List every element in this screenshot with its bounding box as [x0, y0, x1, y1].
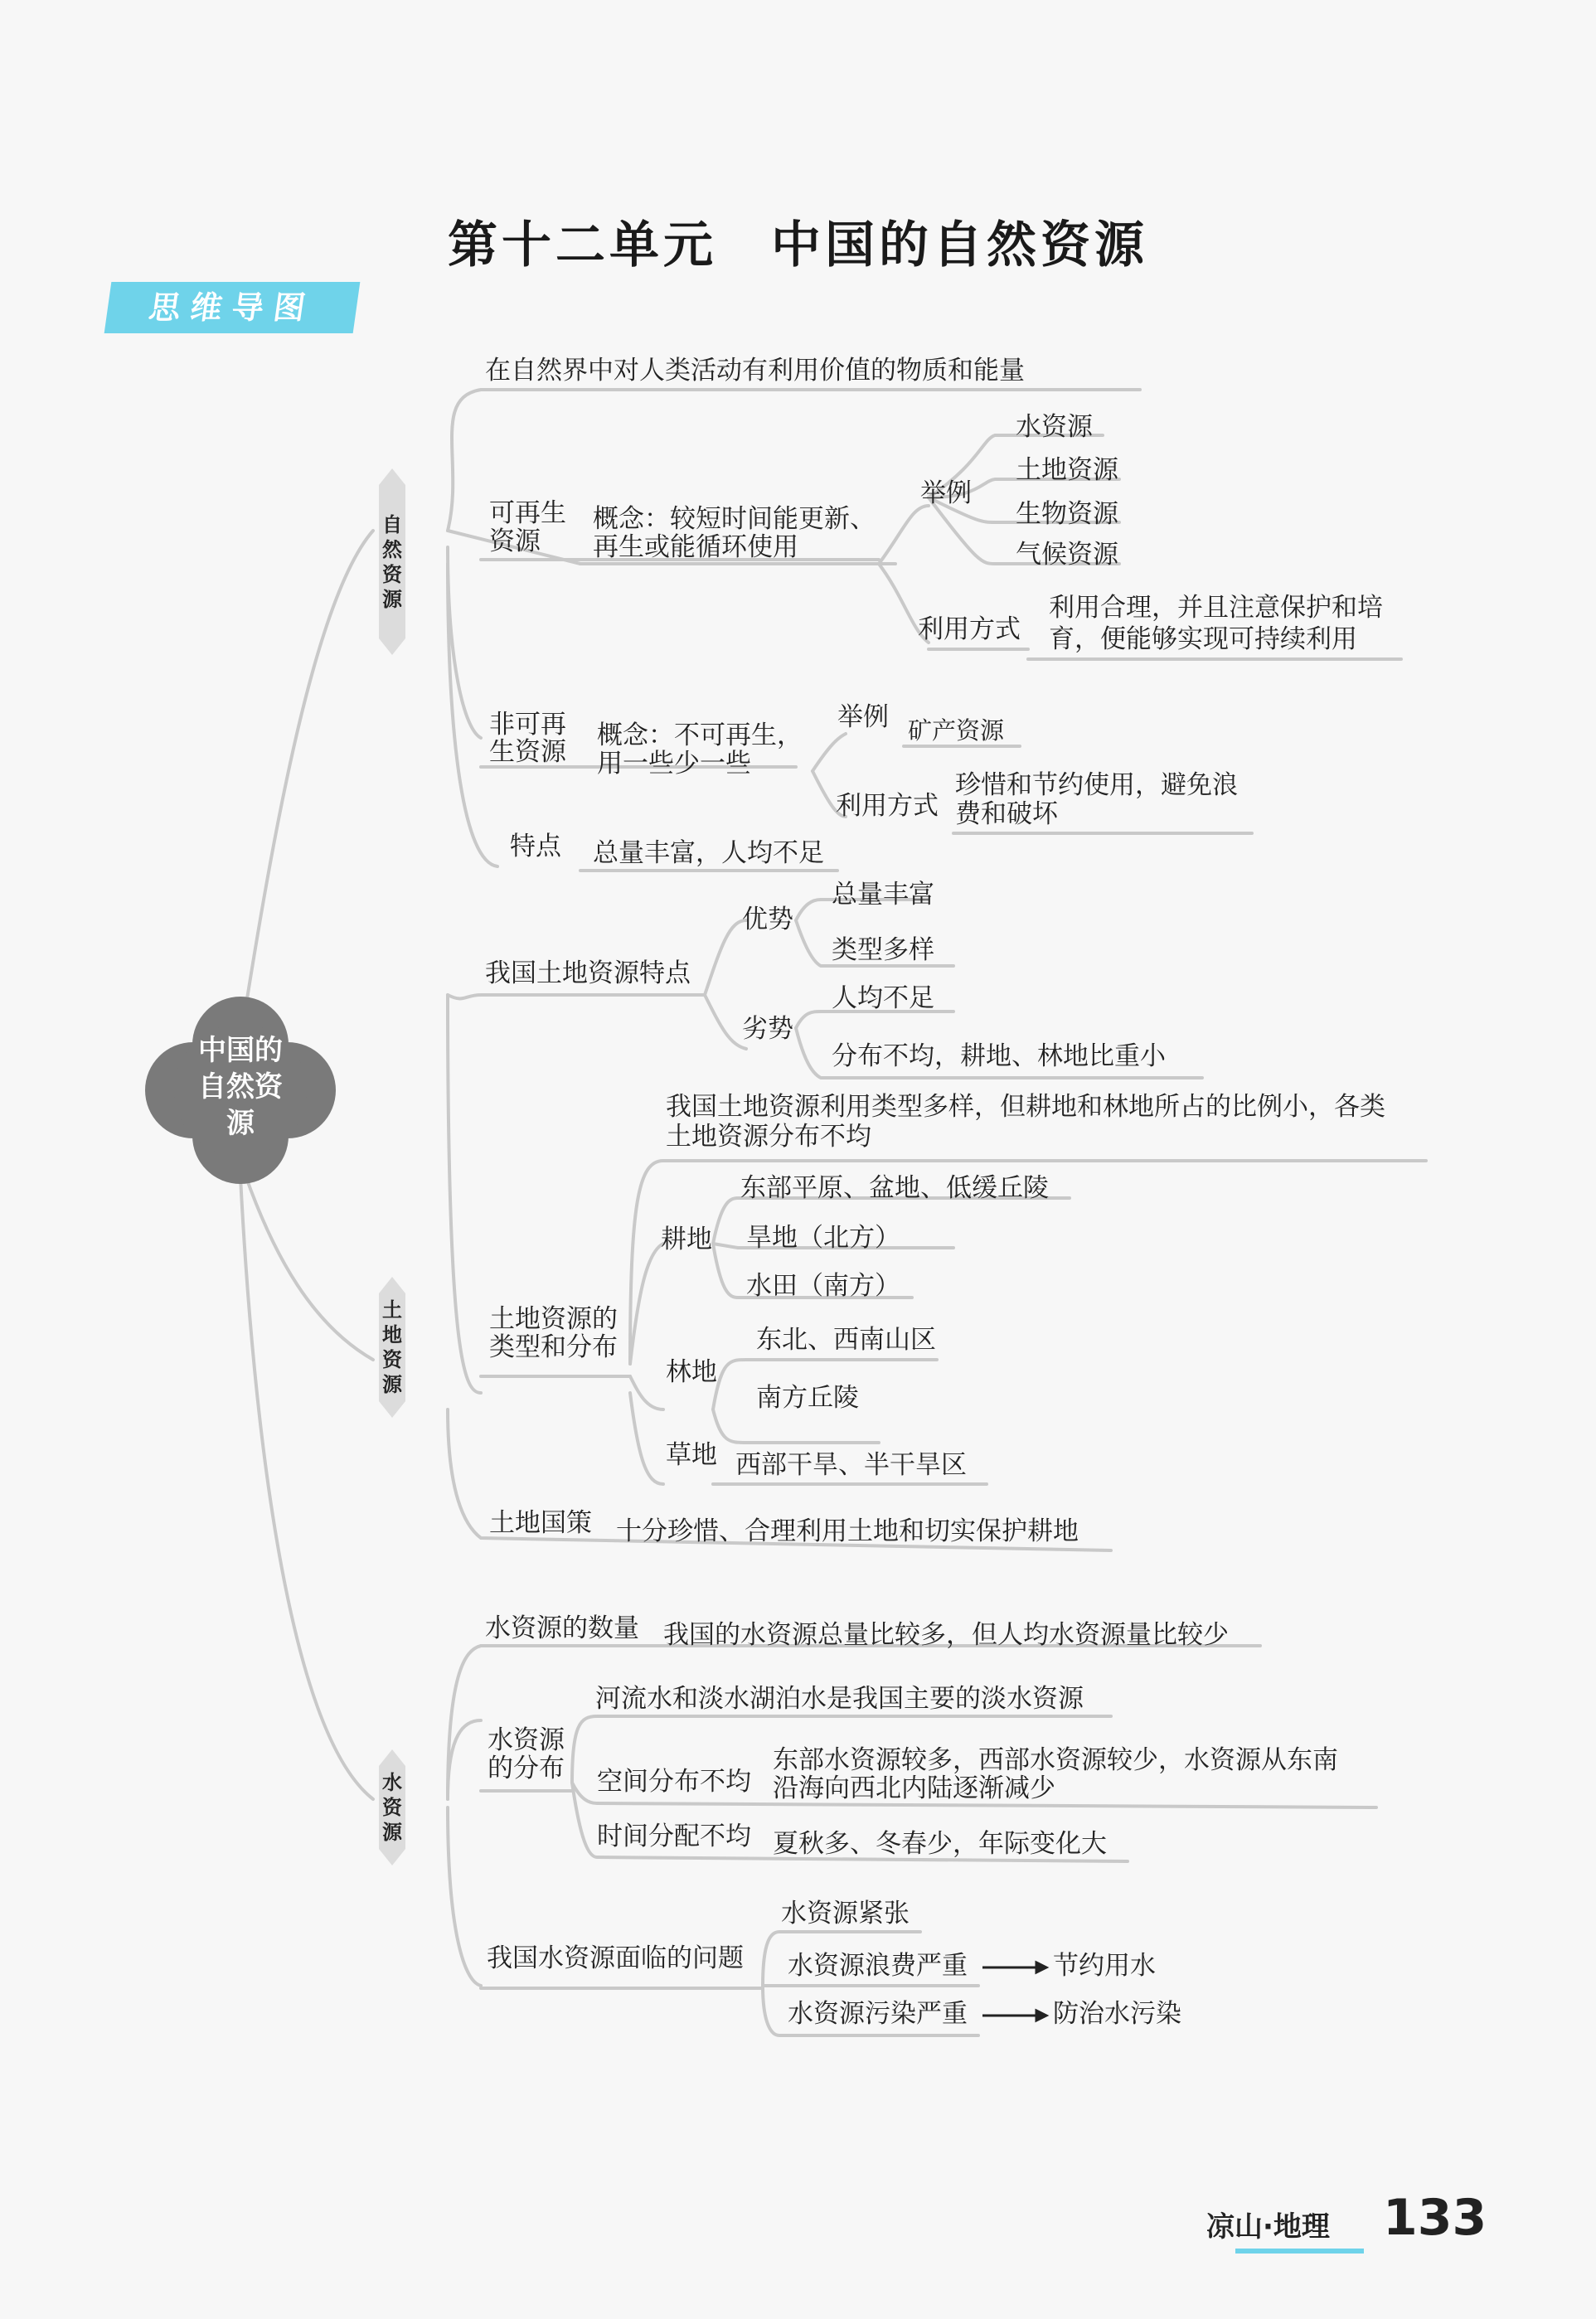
water-problem-item: 水资源污染严重: [788, 1999, 968, 2029]
forest-item: 南方丘陵: [756, 1383, 859, 1413]
water-time-label: 时间分配不均: [597, 1822, 751, 1851]
renewable-concept-1: 概念：较短时间能更新、: [593, 504, 876, 534]
center-node-line1: 中国的: [198, 1034, 283, 1067]
land-char-label: 我国土地资源特点: [485, 958, 691, 988]
water-problem-item: 水资源紧张: [781, 1899, 910, 1928]
forest-label: 林地: [666, 1357, 717, 1387]
water-dist-main: 河流水和淡水湖泊水是我国主要的淡水资源: [595, 1684, 1084, 1714]
land-type-label-1: 土地资源的: [489, 1304, 618, 1334]
water-space-1: 东部水资源较多，西部水资源较少，水资源从东南: [773, 1745, 1338, 1775]
land-advantage-label: 优势: [742, 905, 793, 934]
renewable-label-2: 资源: [489, 526, 541, 556]
water-problem-response: 防治水污染: [1053, 1999, 1181, 2029]
grassland-label: 草地: [666, 1440, 717, 1470]
water-time-value: 夏秋多、冬春少，年际变化大: [773, 1829, 1107, 1859]
branch-label-natural: 自然资源: [382, 513, 402, 611]
cropland-item: 水田（南方）: [746, 1271, 900, 1301]
page-number: 133: [1383, 2189, 1487, 2247]
nonrenewable-label-2: 生资源: [489, 737, 566, 767]
nonrenewable-example-item: 矿产资源: [908, 716, 1005, 745]
renewable-example-label: 举例: [920, 478, 972, 508]
nonrenewable-concept-1: 概念：不可再生，: [597, 720, 803, 750]
cropland-label: 耕地: [661, 1225, 712, 1254]
nonrenewable-concept-2: 用一些少一些: [597, 749, 751, 779]
land-type-desc-2: 土地资源分布不均: [666, 1122, 871, 1152]
land-type-desc-1: 我国土地资源利用类型多样，但耕地和林地所占的比例小，各类: [666, 1092, 1385, 1122]
footer-subject: 凉山·地理: [1206, 2210, 1330, 2244]
nonrenewable-example-label: 举例: [837, 702, 889, 732]
nr-definition: 在自然界中对人类活动有利用价值的物质和能量: [485, 356, 1025, 386]
renewable-use-2: 育，便能够实现可持续利用: [1049, 624, 1357, 654]
renewable-example-item: 水资源: [1016, 412, 1093, 442]
land-type-label-2: 类型和分布: [489, 1332, 618, 1362]
water-quantity-value: 我国的水资源总量比较多，但人均水资源量比较少: [663, 1620, 1229, 1650]
feature-value: 总量丰富，人均不足: [593, 838, 824, 868]
branch-label-water: 水资源: [382, 1771, 402, 1844]
water-problem-item: 水资源浪费严重: [788, 1951, 968, 1981]
nonrenewable-use-2: 费和破坏: [955, 799, 1058, 829]
land-advantage-item: 类型多样: [832, 935, 934, 965]
grassland-item: 西部干旱、半干旱区: [735, 1450, 967, 1480]
water-dist-label-2: 的分布: [488, 1754, 565, 1783]
page-title: 第十二单元 中国的自然资源: [448, 216, 1148, 274]
renewable-concept-2: 再生或能循环使用: [593, 532, 798, 562]
land-disadvantage-item: 人均不足: [832, 983, 934, 1013]
land-policy-value: 十分珍惜、合理利用土地和切实保护耕地: [616, 1516, 1079, 1546]
nonrenewable-use-1: 珍惜和节约使用，避免浪: [955, 770, 1238, 800]
land-policy-label: 土地国策: [489, 1508, 592, 1538]
cropland-item: 东部平原、盆地、低缓丘陵: [740, 1173, 1049, 1203]
renewable-use-1: 利用合理，并且注意保护和培: [1049, 593, 1383, 623]
water-problem-response: 节约用水: [1053, 1951, 1156, 1981]
feature-label: 特点: [510, 832, 561, 861]
land-disadvantage-label: 劣势: [742, 1014, 793, 1044]
cropland-item: 旱地（北方）: [746, 1223, 900, 1253]
renewable-example-item: 气候资源: [1016, 540, 1118, 570]
footer-accent-bar: [1235, 2249, 1364, 2254]
water-space-label: 空间分布不均: [597, 1767, 751, 1797]
branch-label-land: 土地资源: [382, 1298, 402, 1396]
water-problem-label: 我国水资源面临的问题: [487, 1943, 744, 1973]
center-node-line3: 源: [226, 1107, 255, 1140]
nonrenewable-label-1: 非可再: [489, 710, 566, 740]
water-dist-label-1: 水资源: [488, 1725, 565, 1755]
renewable-use-label: 利用方式: [918, 614, 1021, 644]
forest-item: 东北、西南山区: [756, 1325, 936, 1355]
water-space-2: 沿海向西北内陆逐渐减少: [773, 1773, 1055, 1803]
water-quantity-label: 水资源的数量: [485, 1613, 639, 1643]
mind-map-tag: 思维导图: [104, 282, 361, 333]
nonrenewable-use-label: 利用方式: [836, 791, 939, 821]
renewable-example-item: 生物资源: [1016, 499, 1118, 529]
land-disadvantage-item: 分布不均，耕地、林地比重小: [832, 1041, 1166, 1071]
land-advantage-item: 总量丰富: [832, 880, 934, 910]
renewable-label-1: 可再生: [489, 498, 566, 528]
renewable-example-item: 土地资源: [1016, 455, 1118, 485]
center-node-line2: 自然资: [198, 1070, 283, 1104]
